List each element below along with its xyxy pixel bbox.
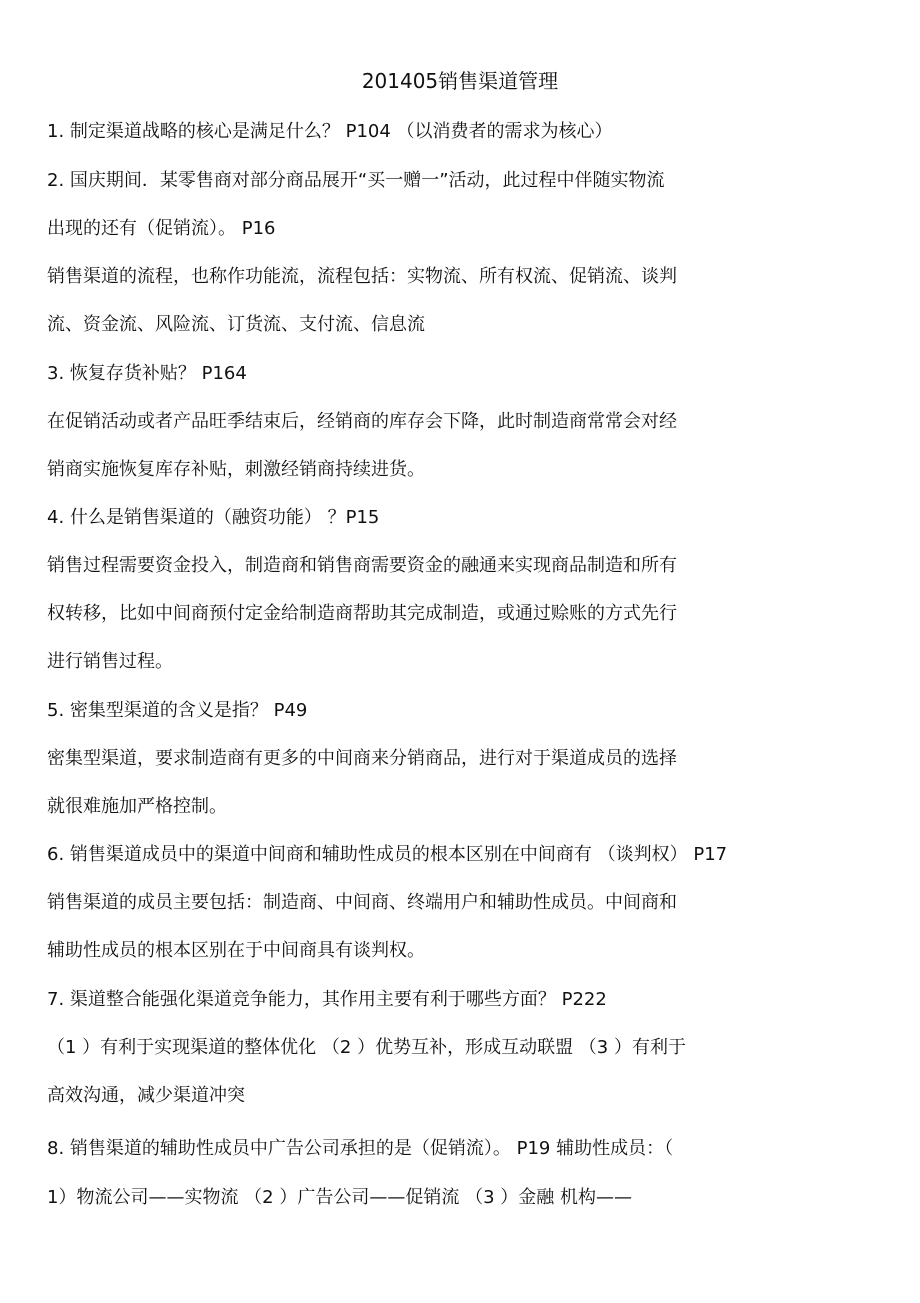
- text-line: 辅助性成员的根本区别在于中间商具有谈判权。: [47, 940, 425, 961]
- document-title: 201405销售渠道管理: [361, 69, 559, 93]
- text-line: 出现的还有（促销流）。 P16: [47, 218, 276, 239]
- text-line: 销商实施恢复库存补贴，刺激经销商持续进货。: [47, 459, 425, 480]
- text-line: 进行销售过程。: [47, 651, 173, 672]
- text-line: 3. 恢复存货补贴？ P164: [47, 363, 247, 384]
- text-line: 流、资金流、风险流、订货流、支付流、信息流: [47, 314, 425, 335]
- text-line: 密集型渠道，要求制造商有更多的中间商来分销商品，进行对于渠道成员的选择: [47, 748, 677, 769]
- text-line: 6. 销售渠道成员中的渠道中间商和辅助性成员的根本区别在中间商有 （谈判权） P17: [47, 844, 728, 865]
- text-line: 销售过程需要资金投入，制造商和销售商需要资金的融通来实现商品制造和所有: [47, 555, 677, 576]
- text-line: 1. 制定渠道战略的核心是满足什么？ P104 （以消费者的需求为核心）: [47, 121, 613, 142]
- text-line: 8. 销售渠道的辅助性成员中广告公司承担的是（促销流）。 P19 辅助性成员：（: [47, 1138, 674, 1159]
- text-line: 7. 渠道整合能强化渠道竞争能力，其作用主要有利于哪些方面？ P222: [47, 989, 607, 1010]
- text-line: 就很难施加严格控制。: [47, 796, 227, 817]
- text-line: （1 ）有利于实现渠道的整体优化 （2 ）优势互补，形成互动联盟 （3 ）有利于: [47, 1037, 686, 1058]
- text-line: 1）物流公司——实物流 （2 ）广告公司——促销流 （3 ）金融 机构——: [47, 1187, 632, 1208]
- text-line: 在促销活动或者产品旺季结束后，经销商的库存会下降，此时制造商常常会对经: [47, 411, 677, 432]
- text-line: 高效沟通，减少渠道冲突: [47, 1085, 245, 1106]
- text-line: 5. 密集型渠道的含义是指？ P49: [47, 700, 308, 721]
- text-line: 2. 国庆期间．某零售商对部分商品展开“买一赠一”活动，此过程中伴随实物流: [47, 170, 665, 191]
- text-line: 4. 什么是销售渠道的（融资功能） ？P15: [47, 507, 380, 528]
- text-line: 销售渠道的成员主要包括：制造商、中间商、终端用户和辅助性成员。中间商和: [47, 892, 677, 913]
- text-line: 权转移，比如中间商预付定金给制造商帮助其完成制造，或通过赊账的方式先行: [47, 603, 677, 624]
- text-line: 销售渠道的流程，也称作功能流，流程包括：实物流、所有权流、促销流、谈判: [47, 266, 677, 287]
